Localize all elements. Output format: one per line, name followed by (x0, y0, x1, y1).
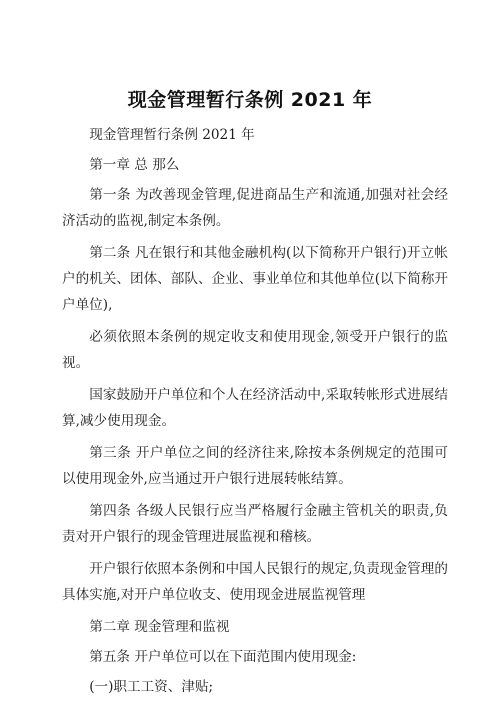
paragraph-article-4-cont: 开户银行依照本条例和中国人民银行的规定,负责现金管理的具体实施,对开户单位收支、使用现金进展监视管理 (62, 561, 448, 603)
paragraph-article-1: 第一条 为改善现金管理,促进商品生产和流通,加强对社会经济活动的监视,制定本条例。 (62, 187, 448, 229)
document-body (62, 122, 448, 704)
paragraph-chapter-2-heading: 第二章 现金管理和监视 (89, 619, 230, 635)
paragraph-article-2-cont: 必须依照本条例的规定收支和使用现金,领受开户银行的监视。 (62, 329, 448, 371)
paragraph-encourage-transfer: 国家鼓励开户单位和个人在经济活动中,采取转帐形式进展结算,减少使用现金。 (62, 387, 448, 429)
paragraph-article-2: 第二条 凡在银行和其他金融机构(以下简称开户银行)开立帐户的机关、团体、部队、企业、事业单位和其他单位(以下简称开户单位), (62, 245, 448, 313)
document-title: 现金管理暂行条例 2021 年 (127, 89, 373, 111)
paragraph-article-5: 第五条 开户单位可以在下面范围内使用现金: (89, 649, 357, 665)
paragraph-chapter-1-heading: 第一章 总 那么 (89, 157, 180, 173)
paragraph-subtitle: 现金管理暂行条例 2021 年 (89, 127, 255, 143)
paragraph-article-3: 第三条 开户单位之间的经济往来,除按本条例规定的范围可以使用现金外,应当通过开户银行进展转帐结算。 (62, 445, 448, 487)
paragraph-article-4: 第四条 各级人民银行应当严格履行金融主管机关的职责,负责对开户银行的现金管理进展监视和稽核。 (62, 503, 448, 545)
paragraph-item-1: (一)职工工资、津贴; (89, 679, 214, 695)
